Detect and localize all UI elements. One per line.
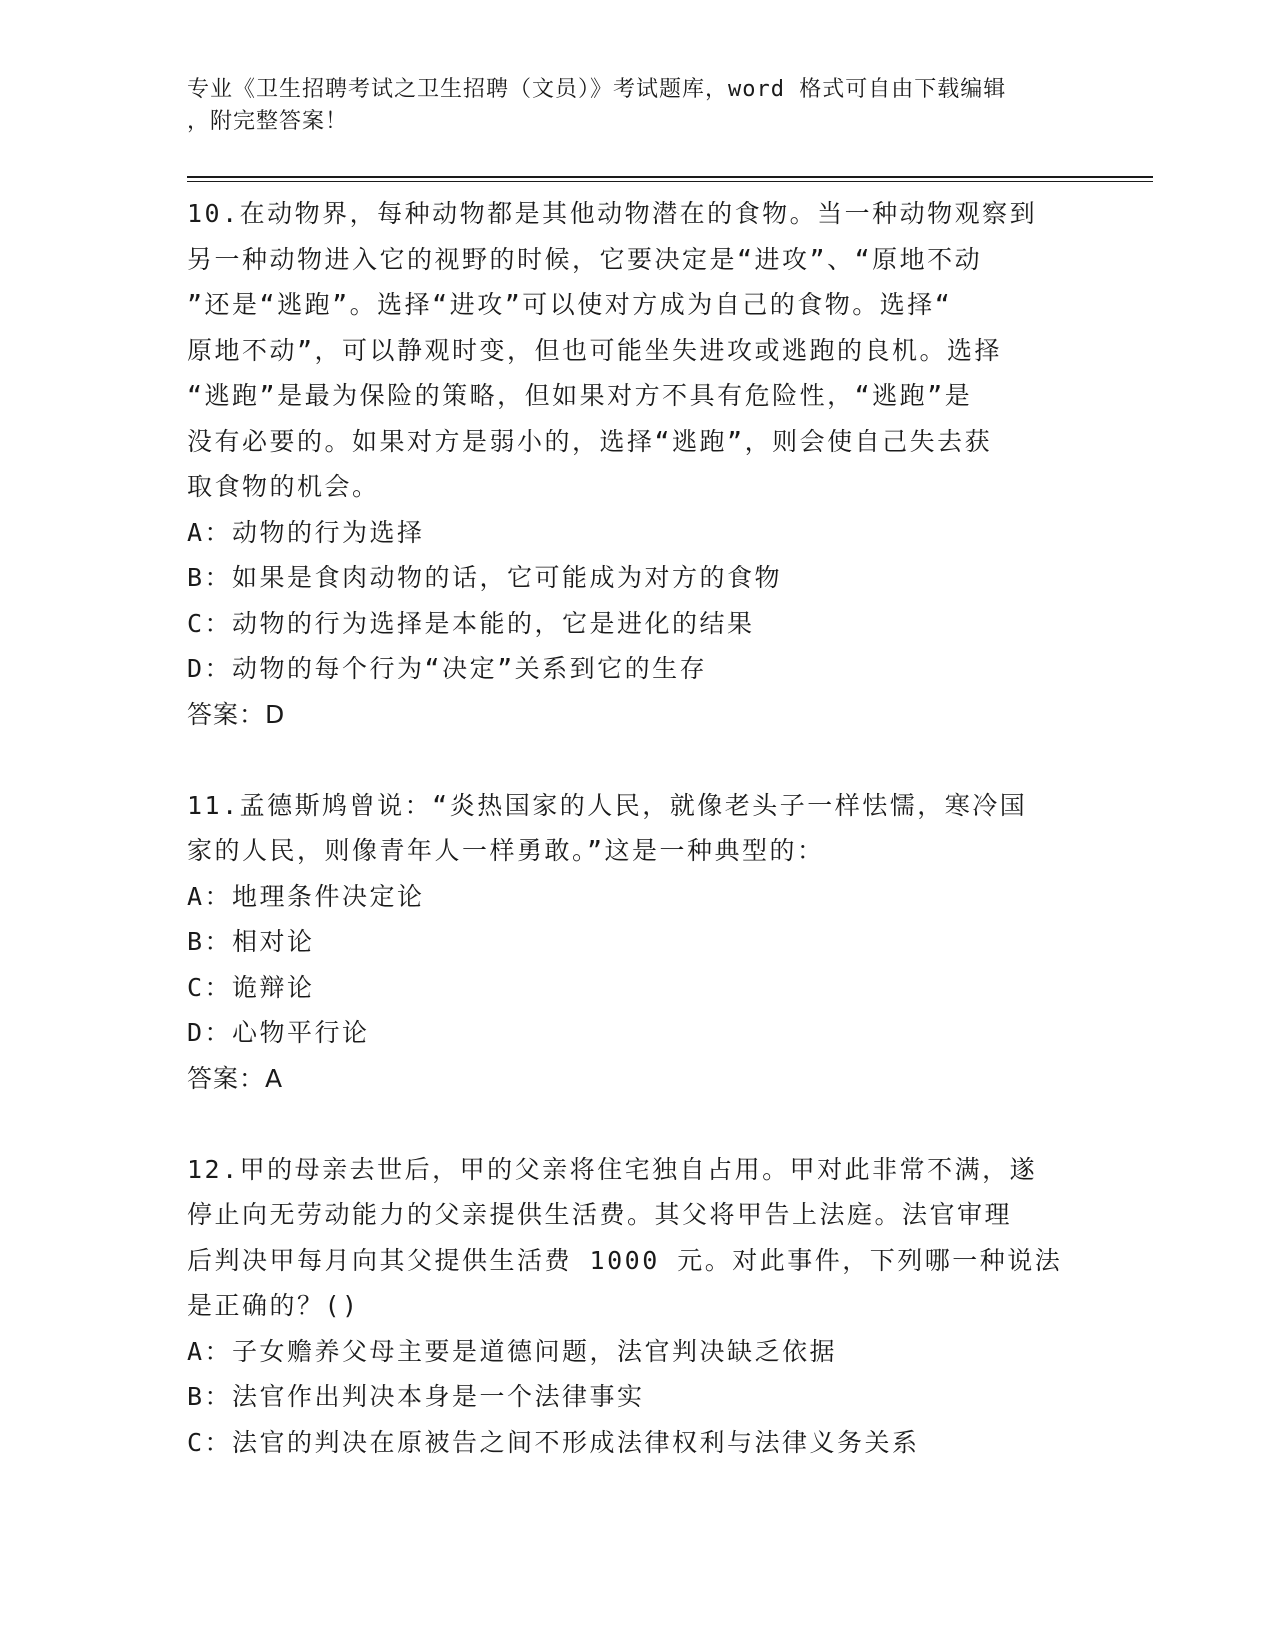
- question-12-option-c: C：法官的判决在原被告之间不形成法律权利与法律义务关系: [187, 1427, 920, 1457]
- question-12-line: 后判决甲每月向其父提供生活费 1000 元。对此事件，下列哪一种说法: [187, 1245, 1063, 1275]
- spacer: [187, 737, 1077, 783]
- question-list: [187, 191, 1077, 1465]
- question-10-line: 原地不动”，可以静观时变，但也可能坐失进攻或逃跑的良机。选择: [187, 335, 1003, 365]
- question-11-answer: 答案：A: [187, 1063, 284, 1093]
- question-12: [187, 1147, 1077, 1466]
- document-header: [187, 74, 1067, 138]
- question-12-line: 停止向无劳动能力的父亲提供生活费。其父将甲告上法庭。法官审理: [187, 1200, 1013, 1229]
- question-12-option-b: B：法官作出判决本身是一个法律事实: [187, 1382, 645, 1411]
- question-12-line: 12.甲的母亲去世后，甲的父亲将住宅独自占用。甲对此非常不满，遂: [187, 1154, 1038, 1184]
- question-10-option-a: A：动物的行为选择: [187, 517, 425, 547]
- question-10-line: 取食物的机会。: [187, 472, 380, 501]
- question-12-option-a: A：子女赡养父母主要是道德问题，法官判决缺乏依据: [187, 1336, 838, 1366]
- header-line-2: ，附完整答案！: [187, 109, 349, 134]
- question-11-option-b: B：相对论: [187, 927, 315, 956]
- question-11-line: 11.孟德斯鸠曾说：“炎热国家的人民，就像老头子一样怯懦，寒冷国: [187, 790, 1028, 820]
- question-12-line: 是正确的？(): [187, 1291, 360, 1320]
- question-10-option-b: B：如果是食肉动物的话，它可能成为对方的食物: [187, 563, 783, 592]
- question-10-line: 10.在动物界，每种动物都是其他动物潜在的食物。当一种动物观察到: [187, 199, 1038, 228]
- question-11: [187, 783, 1077, 1102]
- question-10-answer: 答案：D: [187, 699, 286, 729]
- question-11-option-d: D：心物平行论: [187, 1018, 370, 1047]
- question-10-line: 没有必要的。如果对方是弱小的，选择“逃跑”，则会使自己失去获: [187, 426, 993, 456]
- question-10-line: 另一种动物进入它的视野的时候，它要决定是“进攻”、“原地不动: [187, 244, 983, 274]
- question-11-option-a: A：地理条件决定论: [187, 881, 425, 911]
- question-10: [187, 191, 1077, 737]
- question-10-option-d: D：动物的每个行为“决定”关系到它的生存: [187, 654, 708, 683]
- header-divider-thin: [187, 181, 1153, 182]
- question-11-option-c: C：诡辩论: [187, 972, 315, 1002]
- header-divider: [187, 176, 1153, 178]
- question-11-line: 家的人民，则像青年人一样勇敢。”这是一种典型的：: [187, 836, 825, 865]
- question-10-line: ”还是“逃跑”。选择“进攻”可以使对方成为自己的食物。选择“: [187, 290, 953, 319]
- header-line-1: 专业《卫生招聘考试之卫生招聘（文员）》考试题库，word 格式可自由下载编辑: [187, 77, 1007, 102]
- spacer: [187, 1101, 1077, 1147]
- question-10-option-c: C：动物的行为选择是本能的，它是进化的结果: [187, 608, 755, 638]
- question-10-line: “逃跑”是最为保险的策略，但如果对方不具有危险性，“逃跑”是: [187, 381, 973, 410]
